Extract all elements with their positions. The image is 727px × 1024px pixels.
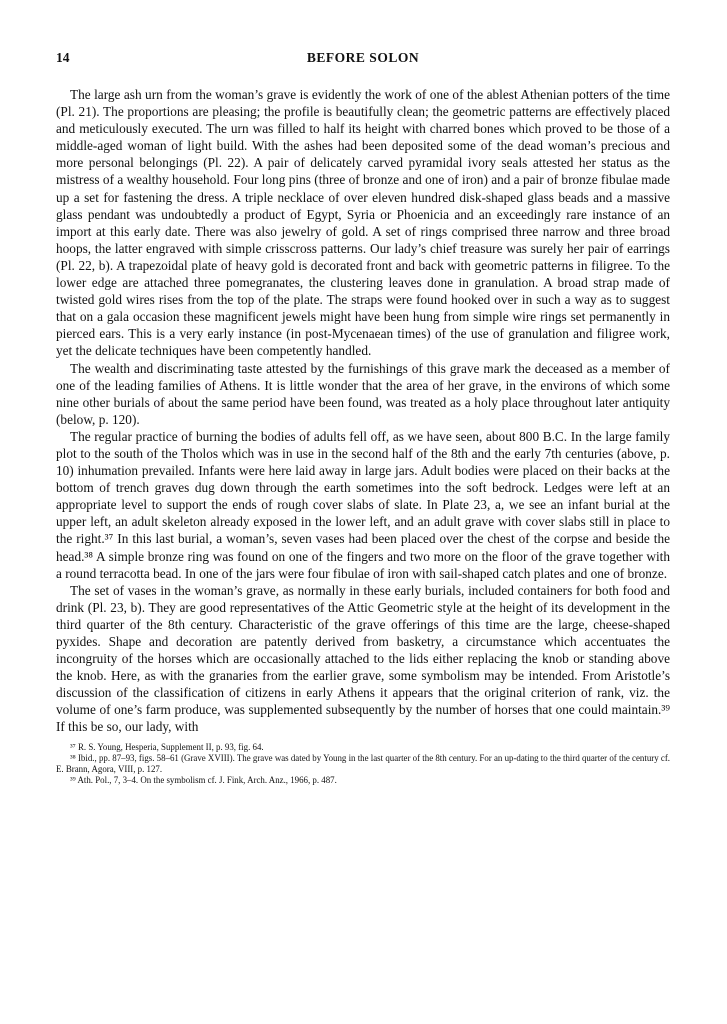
- page: [56, 50, 670, 786]
- footnote: ³⁸ Ibid., pp. 87–93, figs. 58–61 (Grave XVIII). The grave was dated by Young in the last quarter of the 8th century. For an up-dating to the third quarter of the century cf. E. Brann, Agora, VIII, p. 127.: [56, 752, 670, 774]
- page-header: [56, 50, 670, 72]
- paragraph: The wealth and discriminating taste attested by the furnishings of this grave mark the deceased as a member of one of the leading families of Athens. It is little wonder that the area of her grave, in the environs of which some nine other burials of about the same period have been found, was treated as a holy place throughout later antiquity (below, p. 120).: [56, 360, 670, 427]
- body-text: [56, 86, 670, 736]
- page-number: 14: [56, 50, 70, 65]
- paragraph: The regular practice of burning the bodies of adults fell off, as we have seen, about 800 B.C. In the large family plot to the south of the Tholos which was in use in the second half of the 8th and the early 7th centuries (above, p. 10) inhumation prevailed. Infants were here laid away in large jars. Adult bodies were placed on their backs at the bottom of trench graves dug down through the earth sometimes into the soft bedrock. Ledges were left at an appropriate level to support the ends of rough cover slabs of slate. In Plate 23, a, we see an infant burial at the upper left, an adult skeleton already exposed in the lower left, and an adult grave with cover slabs still in place to the right.³⁷ In this last burial, a woman’s, seven vases had been placed over the chest of the corpse and beside the head.³⁸ A simple bronze ring was found on one of the fingers and two more on the floor of the grave together with a round terracotta bead. In one of the jars were four fibulae of iron with sail-shaped catch plates and one of bronze.: [56, 428, 670, 581]
- paragraph: The large ash urn from the woman’s grave is evidently the work of one of the ablest Athenian potters of the time (Pl. 21). The proportions are pleasing; the profile is beautifully clean; the geometric patterns are effectively placed and meticulously executed. The urn was filled to half its height with charred bones which proved to be those of a middle-aged woman of light build. With the ashes had been deposited some of the dead woman’s precious and more personal belongings (Pl. 22). A pair of delicately carved pyramidal ivory seals attested her status as the mistress of a wealthy household. Four long pins (three of bronze and one of iron) and a pair of bronze fibulae made up a set for fastening the dress. A triple necklace of over eleven hundred disk-shaped glass beads and a massive glass pendant was undoubtedly a product of Egypt, Syria or Phoenicia and an exceedingly rare instance of an import at this early date. There was also jewelry of gold. A set of rings comprised three narrow and three broad hoops, the latter engraved with simple crisscross patterns. Our lady’s chief treasure was surely her pair of earrings (Pl. 22, b). A trapezoidal plate of heavy gold is decorated front and back with geometric patterns in filigree. To the lower edge are attached three pomegranates, the clustering leaves done in granulation. A broad strap made of twisted gold wires rises from the top of the plate. The straps were found hooked over in such a way as to suggest that on a gala occasion these magnificent jewels might have been hung from simple wire rings set permanently in pierced ears. This is a very early instance (in post-Mycenaean times) of the use of granulation and filigree work, yet the delicate techniques have been competently handled.: [56, 87, 670, 359]
- running-head: BEFORE SOLON: [306, 50, 420, 65]
- footnote: ³⁹ Ath. Pol., 7, 3–4. On the symbolism cf. J. Fink, Arch. Anz., 1966, p. 487.: [70, 774, 337, 785]
- footnote: ³⁷ R. S. Young, Hesperia, Supplement II, p. 93, fig. 64.: [70, 741, 264, 752]
- paragraph: The set of vases in the woman’s grave, as normally in these early burials, included containers for both food and drink (Pl. 23, b). They are good representatives of the Attic Geometric style at the height of its development in the third quarter of the 8th century. Characteristic of the grave offerings of this time are the large, cheese-shaped pyxides. Shape and decoration are patently derived from basketry, a circumstance which accentuates the incongruity of the horses which are occasionally attached to the lids either replacing the knob or standing above the knob. Here, as with the granaries from the earlier grave, some symbolism may be intended. From Aristotle’s discussion of the classification of citizens in early Athens it appears that the original criterion of rank, viz. the volume of one’s farm produce, was supplemented subsequently by the number of horses that one could maintain.³⁹ If this be so, our lady, with: [56, 582, 670, 735]
- footnotes: [56, 742, 670, 786]
